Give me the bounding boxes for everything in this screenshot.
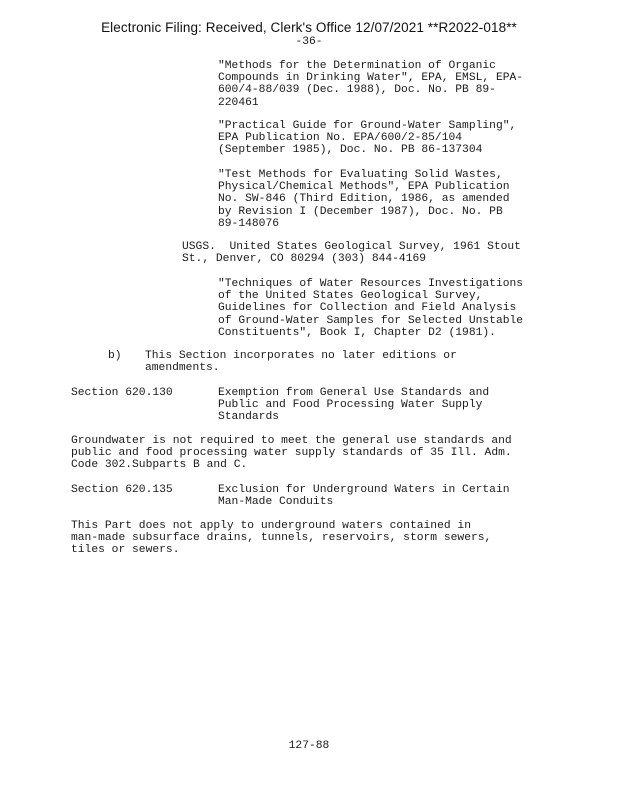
footer-page-ref: 127-88: [288, 740, 330, 752]
reference-epa-methods-organic: "Methods for the Determination of Organic Compounds in Drinking Water", EPA, EMSL, EPA- 600/4-88/039 (Dec. 1988), Doc. No. PB 89- 220461: [218, 60, 524, 109]
subsection-b-marker: b): [108, 350, 122, 362]
section-620-135-body: This Part does not apply to underground waters contained in man-made subsurface drains, tunnels, reservoirs, storm sewers, tiles or sewers.: [71, 520, 492, 557]
section-620-130-title: Exemption from General Use Standards and Public and Food Processing Water Supply Standards: [218, 387, 490, 424]
section-620-135-title: Exclusion for Underground Waters in Certain Man-Made Conduits: [218, 484, 510, 509]
reference-epa-practical-guide: "Practical Guide for Ground-Water Sampling", EPA Publication No. EPA/600/2-85/104 (September 1985), Doc. No. PB 86-137304: [218, 120, 517, 157]
reference-epa-test-methods: "Test Methods for Evaluating Solid Wastes, Physical/Chemical Methods", EPA Publication No. SW-846 (Third Edition, 1986, as amended by Revision I (December 1987), Doc. No. PB 89-148076: [218, 169, 510, 230]
reference-usgs-entry: USGS. United States Geological Survey, 1961 Stout St., Denver, CO 80294 (303) 844-4169: [182, 241, 521, 266]
filing-stamp: Electronic Filing: Received, Clerk's Office 12/07/2021 **R2022-018**: [101, 20, 517, 35]
section-620-130-number: Section 620.130: [71, 387, 173, 399]
section-620-135-number: Section 620.135: [71, 484, 173, 496]
page-number: -36-: [295, 36, 323, 48]
subsection-b-text: This Section incorporates no later editions or amendments.: [145, 350, 457, 375]
reference-usgs-techniques: "Techniques of Water Resources Investigations of the United States Geological Survey, Guidelines for Collection and Field Analysis of Ground-Water Samples for Selected Unstable Constituents", Book I, Chapter D2 (1981).: [218, 278, 524, 339]
section-620-130-body: Groundwater is not required to meet the general use standards and public and food processing water supply standards of 35 Ill. Adm. Code 302.Subparts B and C.: [71, 435, 512, 472]
